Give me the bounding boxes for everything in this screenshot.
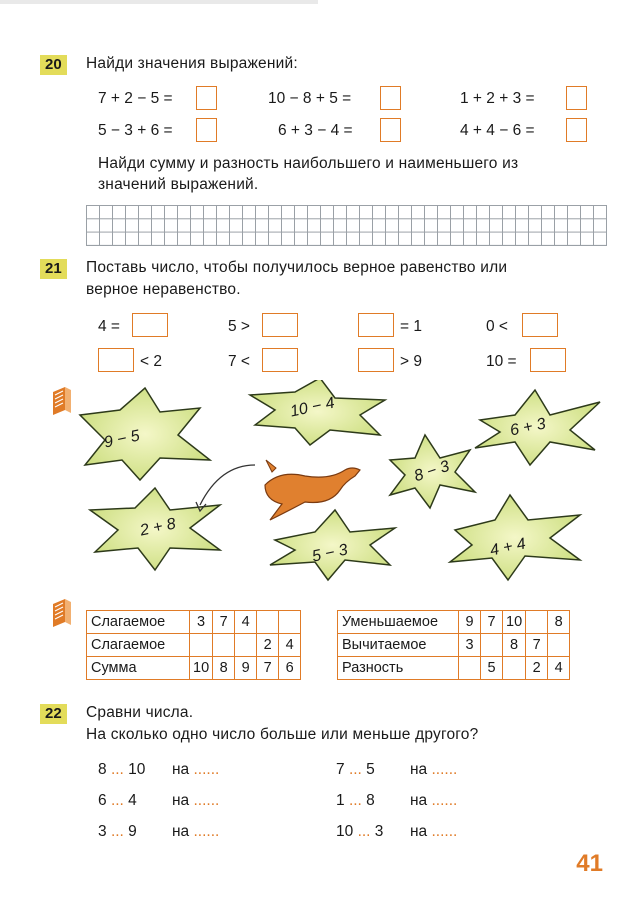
web-label: 9 − 5 [102,427,142,452]
arrow [200,465,255,505]
answer-box[interactable] [522,313,558,337]
answer-box[interactable] [566,86,587,110]
answer-box[interactable] [132,313,168,337]
inequality-right: = 1 [400,318,422,335]
table-cell[interactable] [279,611,301,634]
web-label: 6 + 3 [508,415,548,440]
answer-box[interactable] [196,118,217,142]
row-label: Уменьшаемое [338,611,459,634]
task-text: значений выражений. [98,176,259,193]
table-cell[interactable]: 7 [257,657,279,680]
table-row [338,611,570,634]
table-cell[interactable] [481,634,503,657]
web-label: 4 + 4 [488,535,528,560]
sum-table [86,610,301,680]
table-cell[interactable]: 3 [459,634,481,657]
compare-row: 10 ... 3 [336,823,384,840]
table-cell[interactable]: 7 [526,634,548,657]
row-label: Сумма [87,657,190,680]
answer-box[interactable] [566,118,587,142]
exercise-21-title: Поставь число, чтобы получилось верное равенство или [86,259,508,276]
compare-answer[interactable]: на ...... [172,823,220,840]
compare-row: 8 ... 10 [98,761,146,778]
answer-box[interactable] [358,348,394,372]
answer-box[interactable] [98,348,134,372]
row-label: Слагаемое [87,611,190,634]
inequality-left: 0 < [486,318,508,335]
table-cell[interactable]: 8 [213,657,235,680]
table-cell[interactable]: 4 [548,657,570,680]
answer-grid[interactable] [86,205,607,246]
compare-row: 1 ... 8 [336,792,375,809]
table-cell[interactable]: 4 [279,634,301,657]
exercise-22-question: На сколько одно число больше или меньше другого? [86,726,479,743]
table-cell[interactable] [213,634,235,657]
top-edge [0,0,318,4]
compare-answer[interactable]: на ...... [172,761,220,778]
compare-row: 6 ... 4 [98,792,137,809]
table-row [87,634,301,657]
table-cell[interactable] [190,634,213,657]
compare-answer[interactable]: на ...... [410,823,458,840]
page-number: 41 [576,850,603,877]
answer-box[interactable] [380,118,401,142]
exercise-number-21: 21 [40,259,67,279]
table-cell[interactable]: 6 [279,657,301,680]
compare-answer[interactable]: на ...... [172,792,220,809]
table-cell[interactable]: 5 [481,657,503,680]
answer-box[interactable] [262,348,298,372]
table-cell[interactable]: 3 [190,611,213,634]
table-cell[interactable] [548,634,570,657]
expression: 4 + 4 − 6 = [460,122,535,139]
table-cell[interactable]: 8 [548,611,570,634]
table-cell[interactable]: 10 [190,657,213,680]
table-cell[interactable]: 8 [503,634,526,657]
inequality-right: < 2 [140,353,162,370]
table-row [87,611,301,634]
answer-box[interactable] [196,86,217,110]
inequality-left: 5 > [228,318,250,335]
compare-answer[interactable]: на ...... [410,761,458,778]
difference-table [337,610,570,680]
expression: 6 + 3 − 4 = [278,122,353,139]
table-cell[interactable]: 2 [526,657,548,680]
inequality-left: 4 = [98,318,120,335]
web-label: 2 + 8 [138,515,178,540]
table-cell[interactable] [257,611,279,634]
table-row [338,634,570,657]
book-icon [50,598,74,628]
table-cell[interactable]: 9 [459,611,481,634]
inequality-left: 7 < [228,353,250,370]
answer-box[interactable] [358,313,394,337]
expression: 1 + 2 + 3 = [460,90,535,107]
compare-answer[interactable]: на ...... [410,792,458,809]
exercise-21-title-cont: верное неравенство. [86,281,241,298]
expression: 5 − 3 + 6 = [98,122,173,139]
row-label: Вычитаемое [338,634,459,657]
compare-row: 3 ... 9 [98,823,137,840]
expression: 7 + 2 − 5 = [98,90,173,107]
table-cell[interactable] [235,634,257,657]
inequality-left: 10 = [486,353,517,370]
table-row [87,657,301,680]
table-cell[interactable] [459,657,481,680]
table-cell[interactable] [503,657,526,680]
table-cell[interactable]: 7 [213,611,235,634]
exercise-20-title: Найди значения выражений: [86,55,298,72]
exercise-22-title: Сравни числа. [86,704,194,721]
web-label: 5 − 3 [310,541,350,566]
table-cell[interactable]: 2 [257,634,279,657]
web-9-5 [80,388,210,480]
answer-box[interactable] [380,86,401,110]
answer-box[interactable] [530,348,566,372]
table-cell[interactable] [526,611,548,634]
exercise-number-22: 22 [40,704,67,724]
table-cell[interactable]: 10 [503,611,526,634]
expression: 10 − 8 + 5 = [268,90,352,107]
task-text: Найди сумму и разность наибольшего и наименьшего из [98,155,519,172]
table-cell[interactable]: 9 [235,657,257,680]
exercise-number-20: 20 [40,55,67,75]
row-label: Разность [338,657,459,680]
compare-row: 7 ... 5 [336,761,375,778]
web-label: 10 − 4 [288,394,337,421]
inequality-right: > 9 [400,353,422,370]
table-cell[interactable]: 7 [481,611,503,634]
web-label: 8 − 3 [412,457,452,486]
table-cell[interactable]: 4 [235,611,257,634]
row-label: Слагаемое [87,634,190,657]
kangaroo [265,460,360,520]
answer-box[interactable] [262,313,298,337]
table-row [338,657,570,680]
